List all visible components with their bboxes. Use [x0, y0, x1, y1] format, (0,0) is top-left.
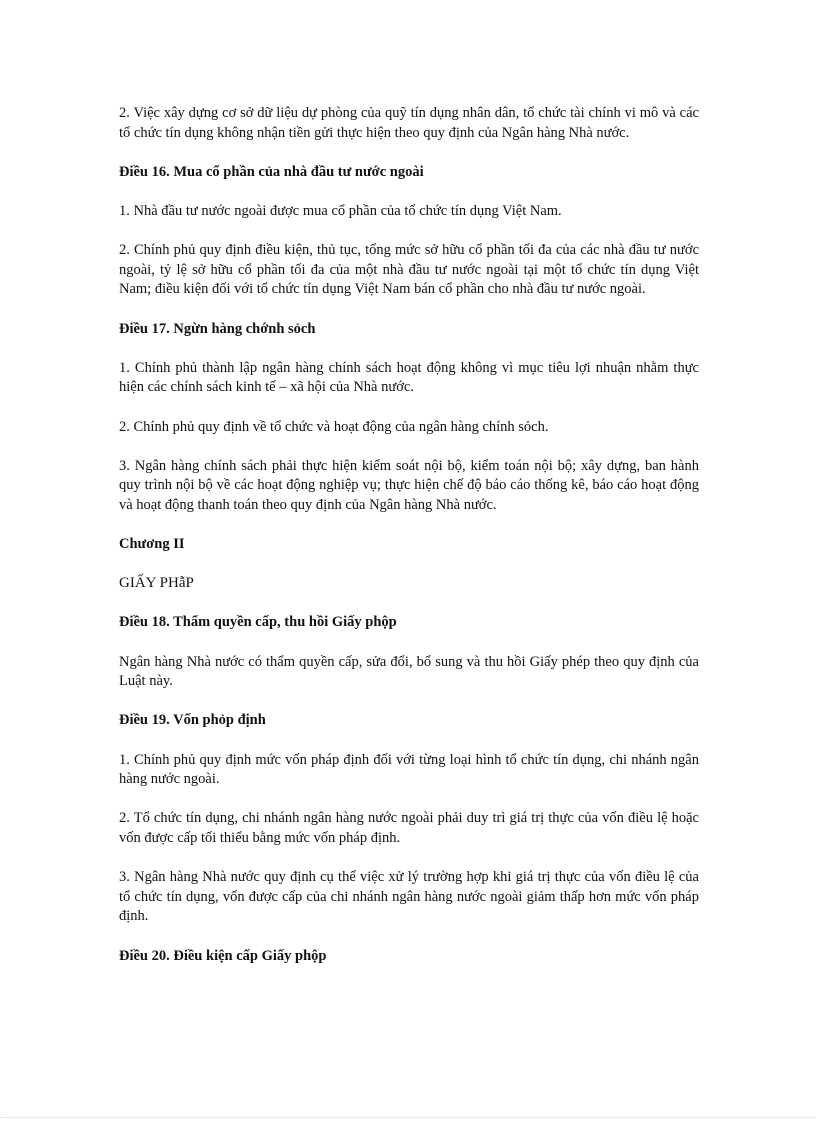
paragraph-dieu16-clause1: 1. Nhà đầu tư nước ngoài được mua cổ phần của tổ chức tín dụng Việt Nam. — [119, 202, 562, 219]
paragraph-dieu19-clause2: 2. Tổ chức tín dụng, chi nhánh ngân hàng nước ngoài phải duy trì giá trị thực của vốn điều lệ hoặc vốn được cấp tối thiểu bằng mức vốn pháp định. — [119, 810, 699, 846]
article-heading-20: Điều 20. Điều kiện cấp Giấy phộp — [119, 947, 327, 964]
chapter-heading: Chương II — [119, 536, 185, 553]
paragraph-dieu17-clause3: 3. Ngân hàng chính sách phải thực hiện kiểm soát nội bộ, kiểm toán nội bộ; xây dựng, ban hành quy trình nội bộ về các hoạt động nghiệp vụ; thực hiện chế độ báo cáo thống kê, báo cáo hoạt động và hoạt động thanh toán theo quy định của Ngân hàng Nhà nước. — [119, 457, 699, 513]
page-bottom-divider — [0, 1117, 816, 1118]
article-heading-18: Điều 18. Thẩm quyền cấp, thu hồi Giấy phộp — [119, 614, 397, 631]
article-heading-19: Điều 19. Vốn phỏp định — [119, 712, 266, 729]
paragraph-dieu16-clause2: 2. Chính phủ quy định điều kiện, thủ tục, tổng mức sở hữu cổ phần tối đa của các nhà đầu tư nước ngoài, tỷ lệ sở hữu cổ phần tối đa của một nhà đầu tư nước ngoài tại một tổ chức tín dụng Việt Nam; điều kiện đối với tổ chức tín dụng Việt Nam bán cổ phần cho nhà đầu tư nước ngoài. — [119, 242, 699, 298]
paragraph-dieu19-clause1: 1. Chính phủ quy định mức vốn pháp định đối với từng loại hình tổ chức tín dụng, chi nhánh ngân hàng nước ngoài. — [119, 751, 699, 788]
paragraph-dieu17-clause2: 2. Chính phủ quy định về tổ chức và hoạt động của ngân hàng chính sỏch. — [119, 418, 549, 435]
paragraph-dieu18: Ngân hàng Nhà nước có thẩm quyền cấp, sửa đổi, bổ sung và thu hồi Giấy phép theo quy định của Luật này. — [119, 653, 699, 690]
paragraph-dieu15-clause2: 2. Việc xây dựng cơ sở dữ liệu dự phòng của quỹ tín dụng nhân dân, tổ chức tài chính vi mô và các tổ chức tín dụng không nhận tiền gửi thực hiện theo quy định của Ngân hàng Nhà nước. — [119, 105, 699, 141]
article-heading-16: Điều 16. Mua cổ phần của nhà đầu tư nước ngoài — [119, 163, 424, 180]
article-heading-17: Điều 17. Ngừn hàng chớnh sỏch — [119, 320, 316, 337]
chapter-title: GIẤY PHẫP — [119, 575, 194, 592]
paragraph-dieu19-clause3: 3. Ngân hàng Nhà nước quy định cụ thể việc xử lý trường hợp khi giá trị thực của vốn điều lệ của tổ chức tín dụng, vốn được cấp của chi nhánh ngân hàng nước ngoài giảm thấp hơn mức vốn pháp định. — [119, 869, 699, 925]
paragraph-dieu17-clause1: 1. Chính phủ thành lập ngân hàng chính sách hoạt động không vì mục tiêu lợi nhuận nhằm thực hiện các chính sách kinh tế – xã hội của Nhà nước. — [119, 359, 699, 396]
document-page — [119, 104, 699, 986]
